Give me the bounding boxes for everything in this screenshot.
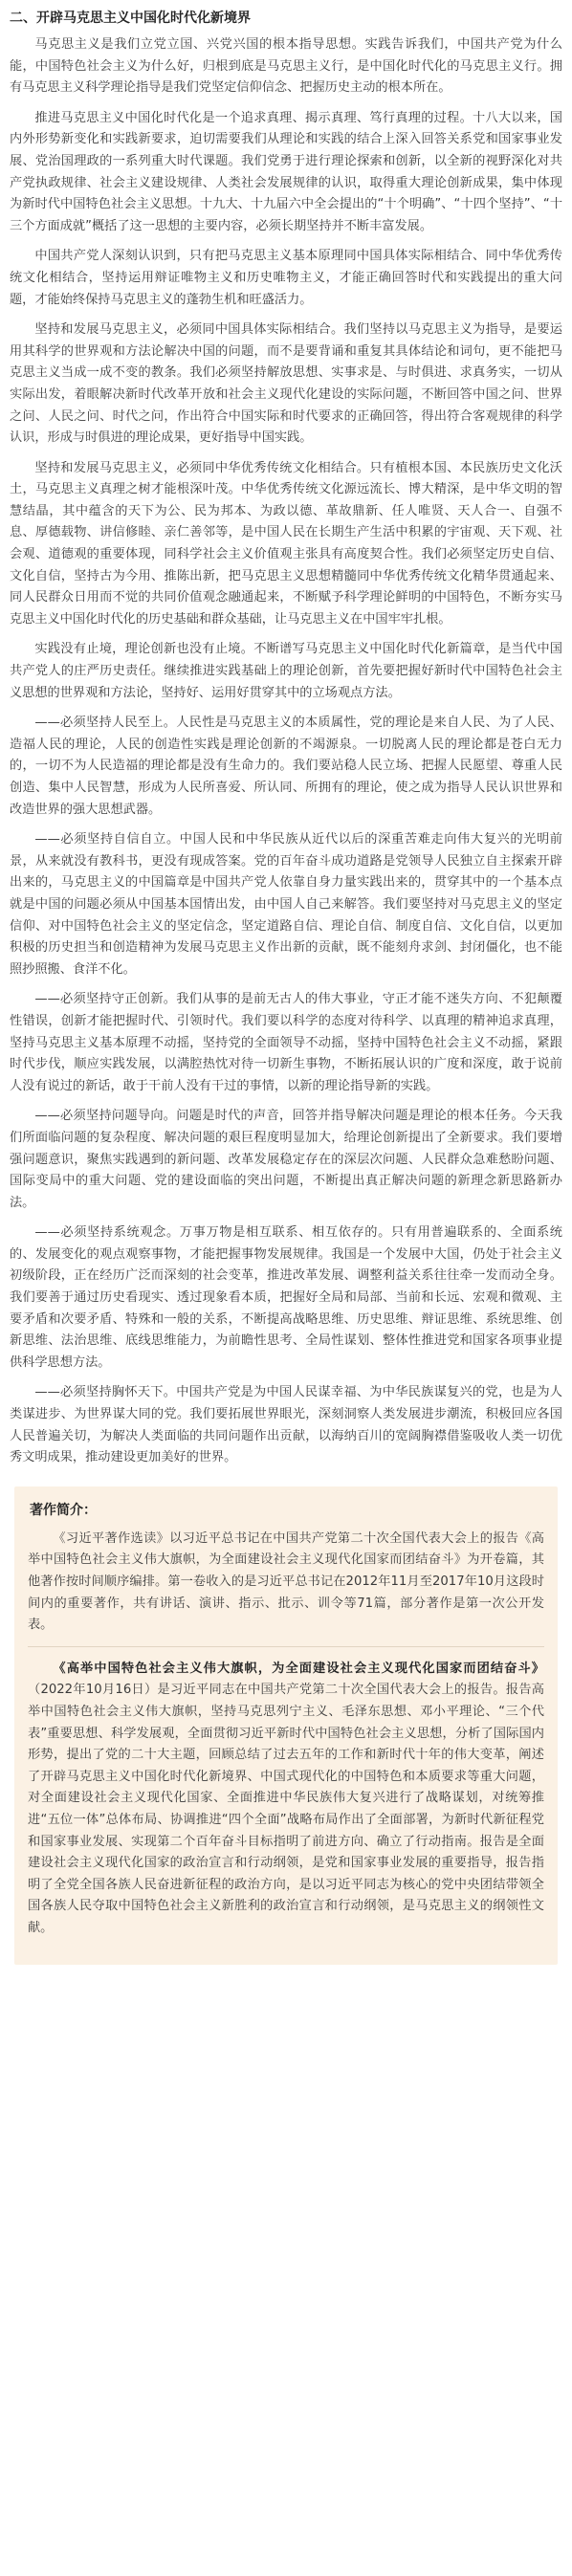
paragraph: 中国共产党人深刻认识到，只有把马克思主义基本原理同中国具体实际相结合、同中华优秀传统文化相结合，坚持运用辩证唯物主义和历史唯物主义，才能正确回答时代和实践提出的重大问题，才能始终保持马克思主义的蓬勃生机和旺盛活力。 (10, 249, 562, 307)
paragraph: 坚持和发展马克思主义，必须同中华优秀传统文化相结合。只有植根本国、本民族历史文化沃土，马克思主义真理之树才能根深叶茂。中华优秀传统文化源远流长、博大精深，是中华文明的智慧结晶，其中蕴含的天下为公、民为邦本、为政以德、革故鼎新、任人唯贤、天人合一、自强不息、厚德载物、讲信修睦、亲仁善邻等，是中国人民在长期生产生活中积累的宇宙观、天下观、社会观、道德观的重要体现，同科学社会主义价值观主张具有高度契合性。我们必须坚定历史自信、文化自信，坚持古为今用、推陈出新，把马克思主义思想精髓同中华优秀传统文化精华贯通起来、同人民群众日用而不觉的共同价值观念融通起来，不断赋予科学理论鲜明的中国特色，不断夯实马克思主义中国化时代化的历史基础和群众基础，让马克思主义在中国牢牢扎根。 (10, 460, 562, 627)
book-intro-paragraph (28, 1659, 544, 1940)
paragraph: 马克思主义是我们立党立国、兴党兴国的根本指导思想。实践告诉我们，中国共产党为什么能，中国特色社会主义为什么好，归根到底是马克思主义行，是中国化时代化的马克思主义行。拥有马克思主义科学理论指导是我们党坚定信仰信念、把握历史主动的根本所在。 (10, 37, 562, 96)
book-description: （2022年10月16日）是习近平同志在中国共产党第二十次全国代表大会上的报告。报告高举中国特色社会主义伟大旗帜，坚持马克思列宁主义、毛泽东思想、邓小平理论、“三个代表”重要思想、科学发展观，全面贯彻习近平新时代中国特色社会主义思想，分析了国际国内形势，提出了党的二十大主题，回顾总结了过去五年的工作和新时代十年的伟大变革，阐述了开辟马克思主义中国化时代化新境界、中国式现代化的中国特色和本质要求等重大问题，对全面建设社会主义现代化国家、全面推进中华民族伟大复兴进行了战略谋划，对统筹推进“五位一体”总体布局、协调推进“四个全面”战略布局作出了全面部署，为新时代新征程党和国家事业发展、实现第二个百年奋斗目标指明了前进方向、确立了行动指南。报告是全面建设社会主义现代化国家的政治宣言和行动纲领，是党和国家事业发展的重要指导，报告指明了全党全国各族人民奋进新征程的政治方向，是以习近平同志为核心的党中央团结带领全国各族人民夺取中国特色社会主义新胜利的政治宣言和行动纲领，是马克思主义的纲领性文献。 (28, 1683, 544, 1935)
section-heading: 二、开辟马克思主义中国化时代化新境界 (10, 11, 251, 26)
paragraph: 坚持和发展马克思主义，必须同中国具体实际相结合。我们坚持以马克思主义为指导，是要运用其科学的世界观和方法论解决中国的问题，而不是要背诵和重复其具体结论和词句，更不能把马克思主义当成一成不变的教条。我们必须坚持解放思想、实事求是、与时俱进、求真务实，一切从实际出发，着眼解决新时代改革开放和社会主义现代化建设的实际问题，不断回答中国之问、世界之问、人民之问、时代之问，作出符合中国实际和时代要求的正确回答，得出符合客观规律的科学认识，形成与时俱进的理论成果，更好指导中国实践。 (10, 322, 562, 446)
paragraph: ——必须坚持系统观念。万事万物是相互联系、相互依存的。只有用普遍联系的、全面系统的、发展变化的观点观察事物，才能把握事物发展规律。我国是一个发展中大国，仍处于社会主义初级阶段，正在经历广泛而深刻的社会变革，推进改革发展、调整利益关系往往牵一发而动全身。我们要善于通过历史看现实、透过现象看本质，把握好全局和局部、当前和长远、宏观和微观、主要矛盾和次要矛盾、特殊和一般的关系，不断提高战略思维、历史思维、辩证思维、系统思维、创新思维、法治思维、底线思维能力，为前瞻性思考、全局性谋划、整体性推进党和国家各项事业提供科学思想方法。 (10, 1225, 562, 1370)
paragraph: ——必须坚持守正创新。我们从事的是前无古人的伟大事业，守正才能不迷失方向、不犯颠覆性错误，创新才能把握时代、引领时代。我们要以科学的态度对待科学、以真理的精神追求真理，坚持马克思主义基本原理不动摇，坚持党的全面领导不动摇，坚持中国特色社会主义不动摇，紧跟时代步伐，顺应实践发展，以满腔热忱对待一切新生事物，不断拓展认识的广度和深度，敢于说前人没有说过的新话，敢于干前人没有干过的事情，以新的理论指导新的实践。 (10, 992, 562, 1093)
paragraph: ——必须坚持人民至上。人民性是马克思主义的本质属性，党的理论是来自人民、为了人民、造福人民的理论，人民的创造性实践是理论创新的不竭源泉。一切脱离人民的理论都是苍白无力的，一切不为人民造福的理论都是没有生命力的。我们要站稳人民立场、把握人民愿望、尊重人民创造、集中人民智慧，形成为人民所喜爱、所认同、所拥有的理论，使之成为指导人民认识世界和改造世界的强大思想武器。 (10, 716, 562, 817)
paragraph: ——必须坚持胸怀天下。中国共产党是为中国人民谋幸福、为中华民族谋复兴的党，也是为人类谋进步、为世界谋大同的党。我们要拓展世界眼光，深刻洞察人类发展进步潮流，积极回应各国人民普遍关切，为解决人类面临的共同问题作出贡献，以海纳百川的宽阔胸襟借鉴吸收人类一切优秀文明成果，推动建设更加美好的世界。 (10, 1385, 562, 1465)
book-intro-box (14, 1486, 558, 1965)
book-intro-paragraph: 《习近平著作选读》以习近平总书记在中国共产党第二十次全国代表大会上的报告《高举中国特色社会主义伟大旗帜，为全面建设社会主义现代化国家而团结奋斗》为开卷篇，其他著作按时间顺序编排。第一卷收入的是习近平总书记在2012年11月至2017年10月这段时间内的重要著作，共有讲话、演讲、指示、批示、训令等71篇，部分著作是第一次公开发表。 (28, 1530, 544, 1633)
book-intro-title: 著作简介： (30, 1502, 97, 1518)
divider (28, 1646, 544, 1647)
book-title-lead: 《高举中国特色社会主义伟大旗帜，为全面建设社会主义现代化国家而团结奋斗》 (53, 1661, 544, 1676)
paragraph: ——必须坚持自信自立。中国人民和中华民族从近代以后的深重苦难走向伟大复兴的光明前景，从来就没有教科书，更没有现成答案。党的百年奋斗成功道路是党领导人民独立自主探索开辟出来的，马克思主义的中国篇章是中国共产党人依靠自身力量实践出来的，贯穿其中的一个基本点就是中国的问题必须从中国基本国情出发，由中国人自己来解答。我们要坚持对马克思主义的坚定信仰、对中国特色社会主义的坚定信念，坚定道路自信、理论自信、制度自信、文化自信，以更加积极的历史担当和创造精神为发展马克思主义作出新的贡献，既不能刻舟求剑、封闭僵化，也不能照抄照搬、食洋不化。 (10, 832, 562, 977)
paragraph: 实践没有止境，理论创新也没有止境。不断谱写马克思主义中国化时代化新篇章，是当代中国共产党人的庄严历史责任。继续推进实践基础上的理论创新，首先要把握好新时代中国特色社会主义思想的世界观和方法论，坚持好、运用好贯穿其中的立场观点方法。 (10, 642, 562, 700)
paragraph: ——必须坚持问题导向。问题是时代的声音，回答并指导解决问题是理论的根本任务。今天我们所面临问题的复杂程度、解决问题的艰巨程度明显加大，给理论创新提出了全新要求。我们要增强问题意识，聚焦实践遇到的新问题、改革发展稳定存在的深层次问题、人民群众急难愁盼问题、国际变局中的重大问题、党的建设面临的突出问题，不断提出真正解决问题的新理念新思路新办法。 (10, 1109, 562, 1210)
paragraph: 推进马克思主义中国化时代化是一个追求真理、揭示真理、笃行真理的过程。十八大以来，国内外形势新变化和实践新要求，迫切需要我们从理论和实践的结合上深入回答关系党和国家事业发展、党治国理政的一系列重大时代课题。我们党勇于进行理论探索和创新，以全新的视野深化对共产党执政规律、社会主义建设规律、人类社会发展规律的认识，取得重大理论创新成果，集中体现为新时代中国特色社会主义思想。十九大、十九届六中全会提出的“十个明确”、“十四个坚持”、“十三个方面成就”概括了这一思想的主要内容，必须长期坚持并不断丰富发展。 (10, 110, 562, 233)
